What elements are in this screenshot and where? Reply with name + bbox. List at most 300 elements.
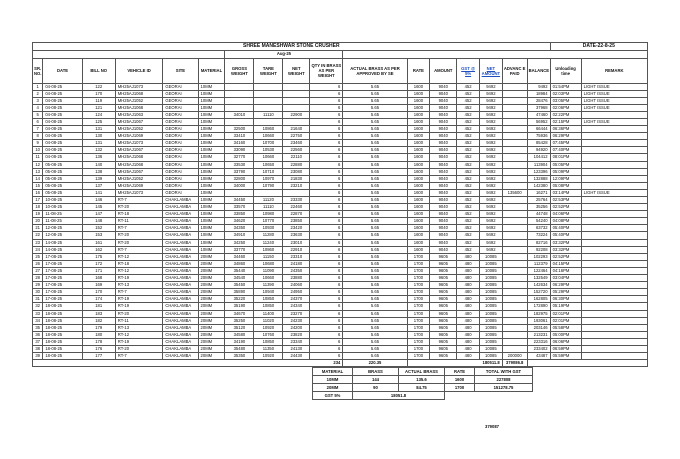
cell-balance: 122464 bbox=[527, 267, 550, 274]
cell-sr: 31 bbox=[33, 296, 43, 303]
cell-unloading: 06:59PM bbox=[550, 345, 581, 352]
cell-tare bbox=[254, 90, 283, 97]
cell-tare: 10940 bbox=[254, 289, 283, 296]
cell-tare: 11400 bbox=[254, 310, 283, 317]
total-net-amount: 180511.8 bbox=[407, 360, 502, 367]
cell-advance bbox=[502, 154, 527, 161]
cell-material: 10MM bbox=[198, 111, 225, 118]
spreadsheet bbox=[32, 42, 648, 367]
cell-actual-brass: 5.65 bbox=[343, 204, 407, 211]
cell-net-amount: 10085 bbox=[479, 253, 502, 260]
cell-advance bbox=[502, 338, 527, 345]
cell-date: 04-08-25 bbox=[43, 97, 82, 104]
cell-bill: 137 bbox=[82, 182, 115, 189]
cell-net: 22880 bbox=[283, 161, 310, 168]
cell-qty-brass: 6 bbox=[310, 317, 343, 324]
cell-qty-brass: 6 bbox=[310, 161, 343, 168]
cell-bill: 170 bbox=[82, 90, 115, 97]
cell-amount: 9040 bbox=[430, 225, 457, 232]
cell-site: CHAKLAMBA bbox=[163, 267, 198, 274]
cell-unloading: 02:15PM bbox=[550, 118, 581, 125]
cell-rate: 1600 bbox=[407, 133, 430, 140]
table-row bbox=[33, 204, 648, 211]
cell-balance: 54240 bbox=[527, 218, 550, 225]
cell-material: 20MM bbox=[198, 267, 225, 274]
cell-balance: 233402 bbox=[527, 345, 550, 352]
cell-bill: 175 bbox=[82, 253, 115, 260]
cell-net-amount: 9492 bbox=[479, 140, 502, 147]
cell-sr: 4 bbox=[33, 104, 43, 111]
cell-date: 14-08-25 bbox=[43, 239, 82, 246]
cell-sr: 35 bbox=[33, 324, 43, 331]
cell-unloading: 03:14PM bbox=[550, 189, 581, 196]
cell-balance: 47460 bbox=[527, 111, 550, 118]
cell-gst: 452 bbox=[457, 126, 480, 133]
cell-net-amount: 9492 bbox=[479, 161, 502, 168]
cell-gst: 480 bbox=[457, 310, 480, 317]
cell-advance bbox=[502, 296, 527, 303]
cell-advance bbox=[502, 161, 527, 168]
cell-amount: 9040 bbox=[430, 133, 457, 140]
cell-vehicle: MH25AJ1068 bbox=[115, 104, 163, 111]
cell-amount: 9040 bbox=[430, 168, 457, 175]
cell-gst: 452 bbox=[457, 140, 480, 147]
cell-qty-brass: 6 bbox=[310, 246, 343, 253]
cell-gross bbox=[225, 90, 254, 97]
cell-rate: 1600 bbox=[407, 104, 430, 111]
cell-actual-brass: 5.65 bbox=[343, 289, 407, 296]
cell-unloading: 07:45PM bbox=[550, 140, 581, 147]
cell-date: 17-08-25 bbox=[43, 253, 82, 260]
cell-net: 23310 bbox=[283, 253, 310, 260]
cell-actual-brass: 5.65 bbox=[343, 197, 407, 204]
cell-date: 17-08-25 bbox=[43, 260, 82, 267]
cell-vehicle: RT-20 bbox=[115, 204, 163, 211]
cell-tare: 10850 bbox=[254, 296, 283, 303]
cell-remark bbox=[581, 232, 647, 239]
cell-date: 04-08-25 bbox=[43, 118, 82, 125]
cell-site: CHAKLAMBA bbox=[163, 204, 198, 211]
cell-site: CHAKLAMBA bbox=[163, 310, 198, 317]
cell-balance: 102293 bbox=[527, 253, 550, 260]
cell-balance: 73224 bbox=[527, 232, 550, 239]
cell-qty-brass: 6 bbox=[310, 289, 343, 296]
cell-site: GEORAI bbox=[163, 140, 198, 147]
cell-bill: 124 bbox=[82, 111, 115, 118]
summary-col-total: TOTAL WITH GST bbox=[475, 368, 533, 376]
cell-unloading: 05:29PM bbox=[550, 289, 581, 296]
cell-unloading: 05:40PM bbox=[550, 225, 581, 232]
cell-net: 24060 bbox=[283, 282, 310, 289]
cell-rate: 1700 bbox=[407, 331, 430, 338]
cell-balance: 92208 bbox=[527, 246, 550, 253]
cell-advance bbox=[502, 104, 527, 111]
cell-site: CHAKLAMBA bbox=[163, 331, 198, 338]
cell-date: 18-08-25 bbox=[43, 303, 82, 310]
cell-actual-brass: 5.65 bbox=[343, 104, 407, 111]
cell-vehicle: RT-11 bbox=[115, 218, 163, 225]
cell-balance: 75936 bbox=[527, 133, 550, 140]
cell-actual-brass: 5.65 bbox=[343, 331, 407, 338]
cell-date: 12-08-25 bbox=[43, 232, 82, 239]
cell-sr: 29 bbox=[33, 282, 43, 289]
cell-date: 04-08-25 bbox=[43, 104, 82, 111]
cell-bill: 139 bbox=[82, 175, 115, 182]
cell-unloading: 03:32PM bbox=[550, 239, 581, 246]
cell-actual-brass: 5.65 bbox=[343, 83, 407, 90]
cell-rate: 1600 bbox=[407, 204, 430, 211]
cell-balance: 63732 bbox=[527, 225, 550, 232]
cell-vehicle: MH25AJ1067 bbox=[115, 168, 163, 175]
col-advance: ADVANC E PAID bbox=[502, 58, 527, 83]
cell-net: 24180 bbox=[283, 260, 310, 267]
cell-net-amount: 9492 bbox=[479, 225, 502, 232]
cell-material: 10MM bbox=[198, 189, 225, 196]
cell-amount: 9040 bbox=[430, 175, 457, 182]
cell-vehicle: MH25AJ1069 bbox=[115, 182, 163, 189]
cell-amount: 9040 bbox=[430, 118, 457, 125]
cell-amount: 9040 bbox=[430, 140, 457, 147]
cell-date: 04-08-25 bbox=[43, 133, 82, 140]
cell-unloading: 08:01PM bbox=[550, 154, 581, 161]
cell-advance bbox=[502, 90, 527, 97]
cell-remark bbox=[581, 275, 647, 282]
cell-bill: 122 bbox=[82, 83, 115, 90]
cell-remark bbox=[581, 204, 647, 211]
cell-amount: 9605 bbox=[430, 338, 457, 345]
cell-unloading: 06:29PM bbox=[550, 282, 581, 289]
cell-date: 14-08-25 bbox=[43, 246, 82, 253]
cell-vehicle: MH25AJ1068 bbox=[115, 161, 163, 168]
cell-gst: 480 bbox=[457, 282, 480, 289]
cell-balance: 132549 bbox=[527, 275, 550, 282]
cell-tare: 10660 bbox=[254, 275, 283, 282]
cell-gross: 34160 bbox=[225, 140, 254, 147]
cell-tare: 10700 bbox=[254, 140, 283, 147]
cell-qty-brass: 6 bbox=[310, 275, 343, 282]
cell-balance: 152720 bbox=[527, 289, 550, 296]
cell-qty-brass: 6 bbox=[310, 211, 343, 218]
table-row bbox=[33, 310, 648, 317]
cell-net: 24340 bbox=[283, 303, 310, 310]
cell-site: CHAKLAMBA bbox=[163, 338, 198, 345]
cell-net: 24950 bbox=[283, 289, 310, 296]
cell-vehicle: MH25AJ1067 bbox=[115, 147, 163, 154]
cell-unloading: 02:01PM bbox=[550, 310, 581, 317]
cell-sr: 3 bbox=[33, 97, 43, 104]
cell-gross: 34000 bbox=[225, 182, 254, 189]
cell-qty-brass: 6 bbox=[310, 345, 343, 352]
cell-sr: 16 bbox=[33, 189, 43, 196]
cell-balance: 43487 bbox=[527, 353, 550, 360]
cell-rate: 1600 bbox=[407, 140, 430, 147]
cell-remark bbox=[581, 317, 647, 324]
cell-bill: 169 bbox=[82, 282, 115, 289]
cell-balance: 9492 bbox=[527, 83, 550, 90]
cell-sr: 38 bbox=[33, 345, 43, 352]
cell-site: CHAKLAMBA bbox=[163, 275, 198, 282]
cell-rate: 1600 bbox=[407, 118, 430, 125]
cell-date: 10-08-25 bbox=[43, 197, 82, 204]
cell-amount: 9605 bbox=[430, 317, 457, 324]
cell-tare: 10850 bbox=[254, 338, 283, 345]
cell-net: 24430 bbox=[283, 353, 310, 360]
cell-gross: 35350 bbox=[225, 353, 254, 360]
cell-qty-brass: 6 bbox=[310, 225, 343, 232]
cell-vehicle: MH25AJ1052 bbox=[115, 126, 163, 133]
cell-rate: 1600 bbox=[407, 182, 430, 189]
cell-rate: 1600 bbox=[407, 189, 430, 196]
cell-bill: 153 bbox=[82, 232, 115, 239]
cell-net-amount: 10085 bbox=[479, 353, 502, 360]
cell-net-amount: 9492 bbox=[479, 218, 502, 225]
cell-sr: 37 bbox=[33, 338, 43, 345]
cell-balance: 123396 bbox=[527, 168, 550, 175]
cell-balance: 142380 bbox=[527, 182, 550, 189]
cell-gross: 35190 bbox=[225, 303, 254, 310]
col-rate: RATE bbox=[407, 58, 430, 83]
table-row bbox=[33, 168, 648, 175]
cell-unloading: 07:40PM bbox=[550, 147, 581, 154]
cell-site: GEORAI bbox=[163, 189, 198, 196]
cell-site: CHAKLAMBA bbox=[163, 232, 198, 239]
cell-site: GEORAI bbox=[163, 111, 198, 118]
cell-vehicle: MH25AJ1073 bbox=[115, 140, 163, 147]
cell-bill: 177 bbox=[82, 353, 115, 360]
cell-gross bbox=[225, 97, 254, 104]
cell-amount: 9040 bbox=[430, 218, 457, 225]
cell-site: CHAKLAMBA bbox=[163, 225, 198, 232]
cell-vehicle: MH25AJ1052 bbox=[115, 175, 163, 182]
cell-advance bbox=[502, 133, 527, 140]
cell-gross: 34910 bbox=[225, 232, 254, 239]
cell-rate: 1600 bbox=[407, 126, 430, 133]
cell-material: 10MM bbox=[198, 97, 225, 104]
cell-tare: 11090 bbox=[254, 267, 283, 274]
cell-gst: 452 bbox=[457, 204, 480, 211]
cell-actual-brass: 5.65 bbox=[343, 140, 407, 147]
cell-advance bbox=[502, 97, 527, 104]
cell-vehicle: RT-11 bbox=[115, 317, 163, 324]
summary-col-actual: ACTUAL BRASS bbox=[399, 368, 445, 376]
cell-gross: 35890 bbox=[225, 289, 254, 296]
cell-amount: 9605 bbox=[430, 267, 457, 274]
cell-amount: 9040 bbox=[430, 161, 457, 168]
cell-actual-brass: 5.65 bbox=[343, 303, 407, 310]
cell-actual-brass: 5.65 bbox=[343, 111, 407, 118]
cell-gst: 452 bbox=[457, 225, 480, 232]
cell-bill: 141 bbox=[82, 189, 115, 196]
cell-rate: 1600 bbox=[407, 154, 430, 161]
cell-sr: 8 bbox=[33, 133, 43, 140]
cell-remark bbox=[581, 353, 647, 360]
cell-date: 18-08-25 bbox=[43, 324, 82, 331]
header-row bbox=[33, 58, 648, 83]
col-amount: AMOUNT bbox=[430, 58, 457, 83]
cell-net: 22910 bbox=[283, 246, 310, 253]
cell-balance: 162805 bbox=[527, 296, 550, 303]
cell-rate: 1600 bbox=[407, 147, 430, 154]
cell-advance bbox=[502, 282, 527, 289]
table-row bbox=[33, 182, 648, 189]
cell-tare: 11350 bbox=[254, 345, 283, 352]
cell-qty-brass: 6 bbox=[310, 218, 343, 225]
cell-gst: 452 bbox=[457, 161, 480, 168]
cell-unloading: 05:09PM bbox=[550, 168, 581, 175]
cell-qty-brass: 6 bbox=[310, 118, 343, 125]
cell-tare: 10850 bbox=[254, 303, 283, 310]
cell-bill: 125 bbox=[82, 118, 115, 125]
cell-bill: 138 bbox=[82, 168, 115, 175]
cell-amount: 9040 bbox=[430, 83, 457, 90]
cell-tare bbox=[254, 104, 283, 111]
cell-date: 17-08-25 bbox=[43, 296, 82, 303]
cell-gross: 33790 bbox=[225, 168, 254, 175]
summary-row-gst: GST 5% 18051.8 bbox=[313, 392, 533, 400]
cell-site: CHAKLAMBA bbox=[163, 197, 198, 204]
cell-remark bbox=[581, 147, 647, 154]
cell-sr: 20 bbox=[33, 218, 43, 225]
total-qty: 234 bbox=[33, 360, 343, 367]
cell-net: 24370 bbox=[283, 296, 310, 303]
cell-site: CHAKLAMBA bbox=[163, 253, 198, 260]
cell-vehicle: RT-12 bbox=[115, 267, 163, 274]
cell-actual-brass: 5.65 bbox=[343, 246, 407, 253]
cell-rate: 1600 bbox=[407, 225, 430, 232]
cell-tare: 10930 bbox=[254, 225, 283, 232]
cell-gst: 452 bbox=[457, 218, 480, 225]
cell-net: 23330 bbox=[283, 197, 310, 204]
cell-remark bbox=[581, 345, 647, 352]
cell-advance bbox=[502, 211, 527, 218]
cell-gross: 35450 bbox=[225, 282, 254, 289]
cell-gst: 452 bbox=[457, 168, 480, 175]
cell-gst: 480 bbox=[457, 324, 480, 331]
company-title: SHREE MANESHWAR STONE CRUSHER bbox=[33, 43, 551, 51]
cell-amount: 9605 bbox=[430, 303, 457, 310]
cell-material: 10MM bbox=[198, 197, 225, 204]
cell-qty-brass: 6 bbox=[310, 197, 343, 204]
cell-rate: 1600 bbox=[407, 218, 430, 225]
cell-balance: 182975 bbox=[527, 310, 550, 317]
cell-balance: 203146 bbox=[527, 324, 550, 331]
cell-date: 18-08-25 bbox=[43, 317, 82, 324]
cell-rate: 1600 bbox=[407, 239, 430, 246]
summary-col-rate: RATE bbox=[445, 368, 475, 376]
cell-sr: 30 bbox=[33, 289, 43, 296]
cell-net: 22460 bbox=[283, 204, 310, 211]
col-gst: GST @ 5% bbox=[457, 58, 480, 83]
cell-gross: 32500 bbox=[225, 126, 254, 133]
cell-gross: 32800 bbox=[225, 175, 254, 182]
cell-remark bbox=[581, 126, 647, 133]
cell-date: 05-08-25 bbox=[43, 182, 82, 189]
cell-sr: 21 bbox=[33, 225, 43, 232]
cell-gst: 452 bbox=[457, 133, 480, 140]
cell-gross: 33770 bbox=[225, 246, 254, 253]
cell-actual-brass: 5.65 bbox=[343, 189, 407, 196]
cell-remark bbox=[581, 331, 647, 338]
cell-vehicle: MH25AJ1063 bbox=[115, 111, 163, 118]
cell-qty-brass: 6 bbox=[310, 324, 343, 331]
report-date: DATE-22-8-25 bbox=[550, 43, 647, 51]
cell-tare bbox=[254, 97, 283, 104]
total-amount: 379086.8 bbox=[502, 360, 527, 367]
cell-material: 10MM bbox=[198, 140, 225, 147]
cell-vehicle: RT-18 bbox=[115, 260, 163, 267]
cell-material: 10MM bbox=[198, 154, 225, 161]
cell-net-amount: 10085 bbox=[479, 260, 502, 267]
cell-vehicle: RT-19 bbox=[115, 338, 163, 345]
cell-advance bbox=[502, 253, 527, 260]
cell-vehicle: RT-7 bbox=[115, 353, 163, 360]
cell-site: GEORAI bbox=[163, 147, 198, 154]
cell-actual-brass: 5.65 bbox=[343, 282, 407, 289]
cell-bill: 145 bbox=[82, 204, 115, 211]
cell-unloading: 02:06PM bbox=[550, 104, 581, 111]
cell-site: CHAKLAMBA bbox=[163, 289, 198, 296]
cell-gross: 33530 bbox=[225, 161, 254, 168]
cell-rate: 1600 bbox=[407, 211, 430, 218]
cell-net-amount: 9492 bbox=[479, 239, 502, 246]
cell-remark bbox=[581, 133, 647, 140]
cell-gross: 35220 bbox=[225, 296, 254, 303]
cell-qty-brass: 6 bbox=[310, 239, 343, 246]
cell-rate: 1700 bbox=[407, 303, 430, 310]
cell-tare: 10710 bbox=[254, 168, 283, 175]
cell-remark bbox=[581, 253, 647, 260]
cell-unloading: 04:06PM bbox=[550, 211, 581, 218]
table-row bbox=[33, 175, 648, 182]
cell-material: 10MM bbox=[198, 83, 225, 90]
cell-actual-brass: 5.65 bbox=[343, 97, 407, 104]
cell-balance: 104412 bbox=[527, 154, 550, 161]
cell-vehicle: RT-7 bbox=[115, 225, 163, 232]
cell-vehicle: RT-18 bbox=[115, 211, 163, 218]
cell-site: CHAKLAMBA bbox=[163, 246, 198, 253]
cell-amount: 9040 bbox=[430, 246, 457, 253]
cell-site: CHAKLAMBA bbox=[163, 353, 198, 360]
cell-advance bbox=[502, 260, 527, 267]
cell-sr: 5 bbox=[33, 111, 43, 118]
cell-amount: 9040 bbox=[430, 104, 457, 111]
cell-net bbox=[283, 90, 310, 97]
cell-net-amount: 9492 bbox=[479, 111, 502, 118]
cell-advance bbox=[502, 310, 527, 317]
col-qty-brass: QTY IN BRASS AS PER WEIGHT bbox=[310, 58, 343, 83]
cell-date: 04-08-25 bbox=[43, 126, 82, 133]
cell-advance: 200000 bbox=[502, 353, 527, 360]
cell-remark bbox=[581, 154, 647, 161]
cell-net-amount: 9492 bbox=[479, 204, 502, 211]
cell-material: 20MM bbox=[198, 289, 225, 296]
cell-balance: 172890 bbox=[527, 303, 550, 310]
cell-advance bbox=[502, 246, 527, 253]
cell-gross: 34620 bbox=[225, 218, 254, 225]
cell-sr: 10 bbox=[33, 147, 43, 154]
cell-amount: 9605 bbox=[430, 275, 457, 282]
cell-net bbox=[283, 83, 310, 90]
cell-sr: 32 bbox=[33, 303, 43, 310]
cell-material: 20MM bbox=[198, 296, 225, 303]
cell-rate: 1700 bbox=[407, 317, 430, 324]
cell-remark bbox=[581, 140, 647, 147]
cell-advance bbox=[502, 182, 527, 189]
cell-date: 17-08-25 bbox=[43, 289, 82, 296]
cell-material: 10MM bbox=[198, 239, 225, 246]
cell-material: 10MM bbox=[198, 232, 225, 239]
cell-remark: LIGHT ISSUE bbox=[581, 104, 647, 111]
